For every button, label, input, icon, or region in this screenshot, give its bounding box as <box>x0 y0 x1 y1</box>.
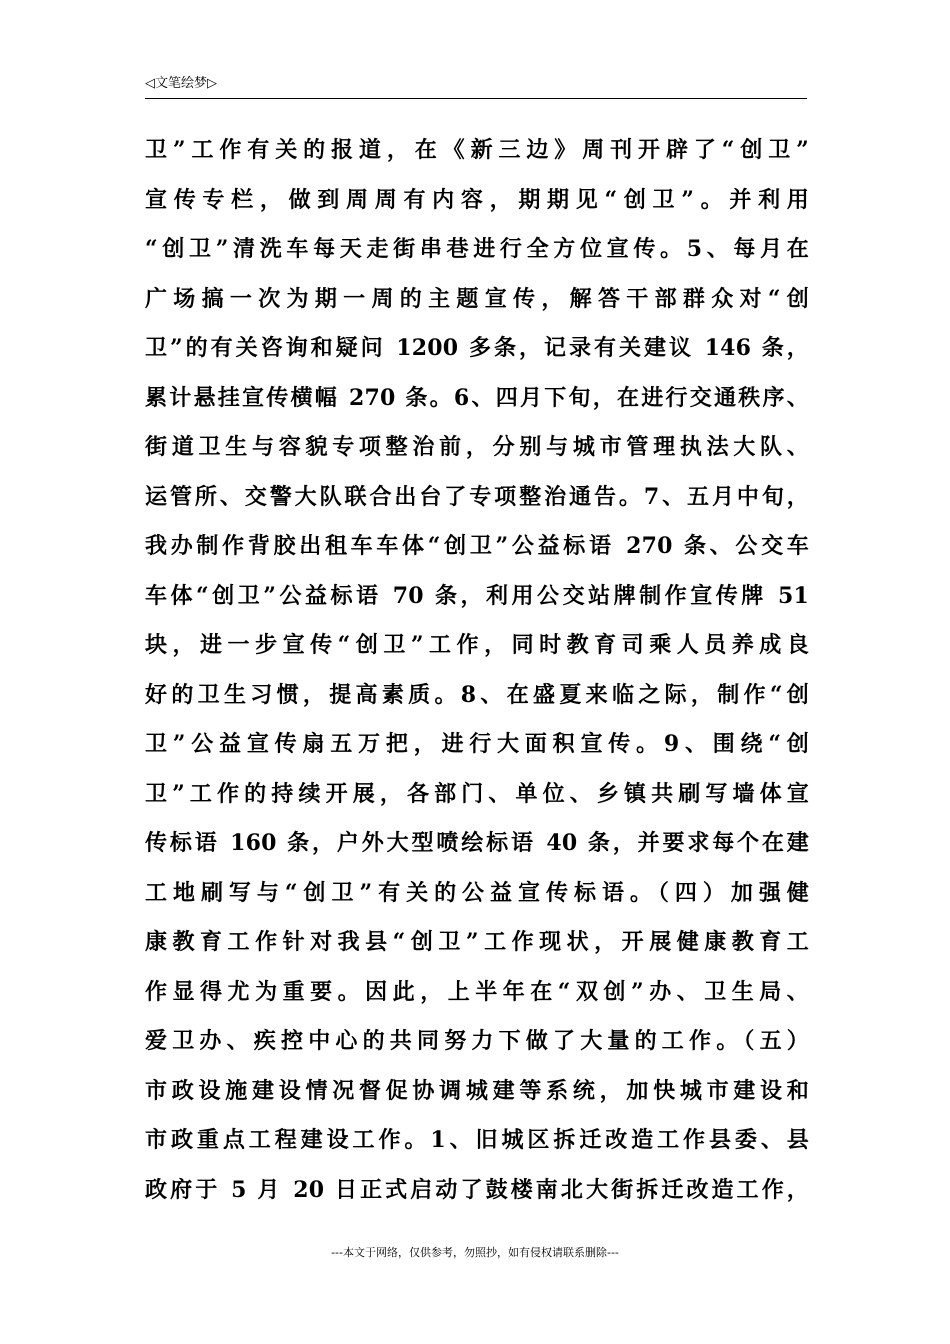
body-line: 爱卫办、疾控中心的共同努力下做了大量的工作。（五） <box>145 1028 809 1054</box>
body-line: 累计悬挂宣传横幅 270 条。6、四月下旬，在进行交通秩序、 <box>145 384 809 411</box>
body-line: 卫”公益宣传扇五万把，进行大面积宣传。9、围绕“创 <box>145 731 809 757</box>
body-line: 卫”工作有关的报道，在《新三边》周刊开辟了“创卫” <box>145 137 809 163</box>
page-header <box>145 74 807 99</box>
header-title: ◁文笔绘梦▷ <box>145 76 217 91</box>
body-line: 政府于 5 月 20 日正式启动了鼓楼南北大街拆迁改造工作， <box>145 1176 809 1203</box>
body-line: 作显得尤为重要。因此，上半年在“双创”办、卫生局、 <box>145 978 809 1005</box>
body-line: 街道卫生与容貌专项整治前，分别与城市管理执法大队、 <box>145 434 809 460</box>
body-line: 块，进一步宣传“创卫”工作，同时教育司乘人员养成良 <box>145 632 809 658</box>
body-line: 宣传专栏，做到周周有内容，期期见“创卫”。并利用 <box>145 186 809 213</box>
footer-disclaimer: ---本文于网络，仅供参考，勿照抄，如有侵权请联系删除--- <box>331 1246 619 1259</box>
body-line: 市政重点工程建设工作。1、旧城区拆迁改造工作县委、县 <box>145 1127 809 1153</box>
body-line: “创卫”清洗车每天走街串巷进行全方位宣传。5、每月在 <box>145 236 809 262</box>
body-line: 工地刷写与“创卫”有关的公益宣传标语。（四）加强健 <box>145 879 809 906</box>
body-line: 好的卫生习惯，提高素质。8、在盛夏来临之际，制作“创 <box>145 681 809 708</box>
body-line: 传标语 160 条，户外大型喷绘标语 40 条，并要求每个在建 <box>145 830 809 856</box>
body-line: 运管所、交警大队联合出台了专项整治通告。7、五月中旬， <box>145 483 809 510</box>
body-line: 市政设施建设情况督促协调城建等系统，加快城市建设和 <box>145 1077 809 1104</box>
body-line: 康教育工作针对我县“创卫”工作现状，开展健康教育工 <box>145 929 809 955</box>
body-line: 卫”的有关咨询和疑问 1200 多条，记录有关建议 146 条， <box>145 335 809 361</box>
body-line: 广场搞一次为期一周的主题宣传，解答干部群众对“创 <box>145 285 809 312</box>
body-line: 卫”工作的持续开展，各部门、单位、乡镇共刷写墙体宣 <box>145 780 809 807</box>
document-body <box>145 126 809 1215</box>
body-line: 车体“创卫”公益标语 70 条，利用公交站牌制作宣传牌 51 <box>145 582 809 609</box>
body-line: 我办制作背胶出租车车体“创卫”公益标语 270 条、公交车 <box>145 533 809 559</box>
